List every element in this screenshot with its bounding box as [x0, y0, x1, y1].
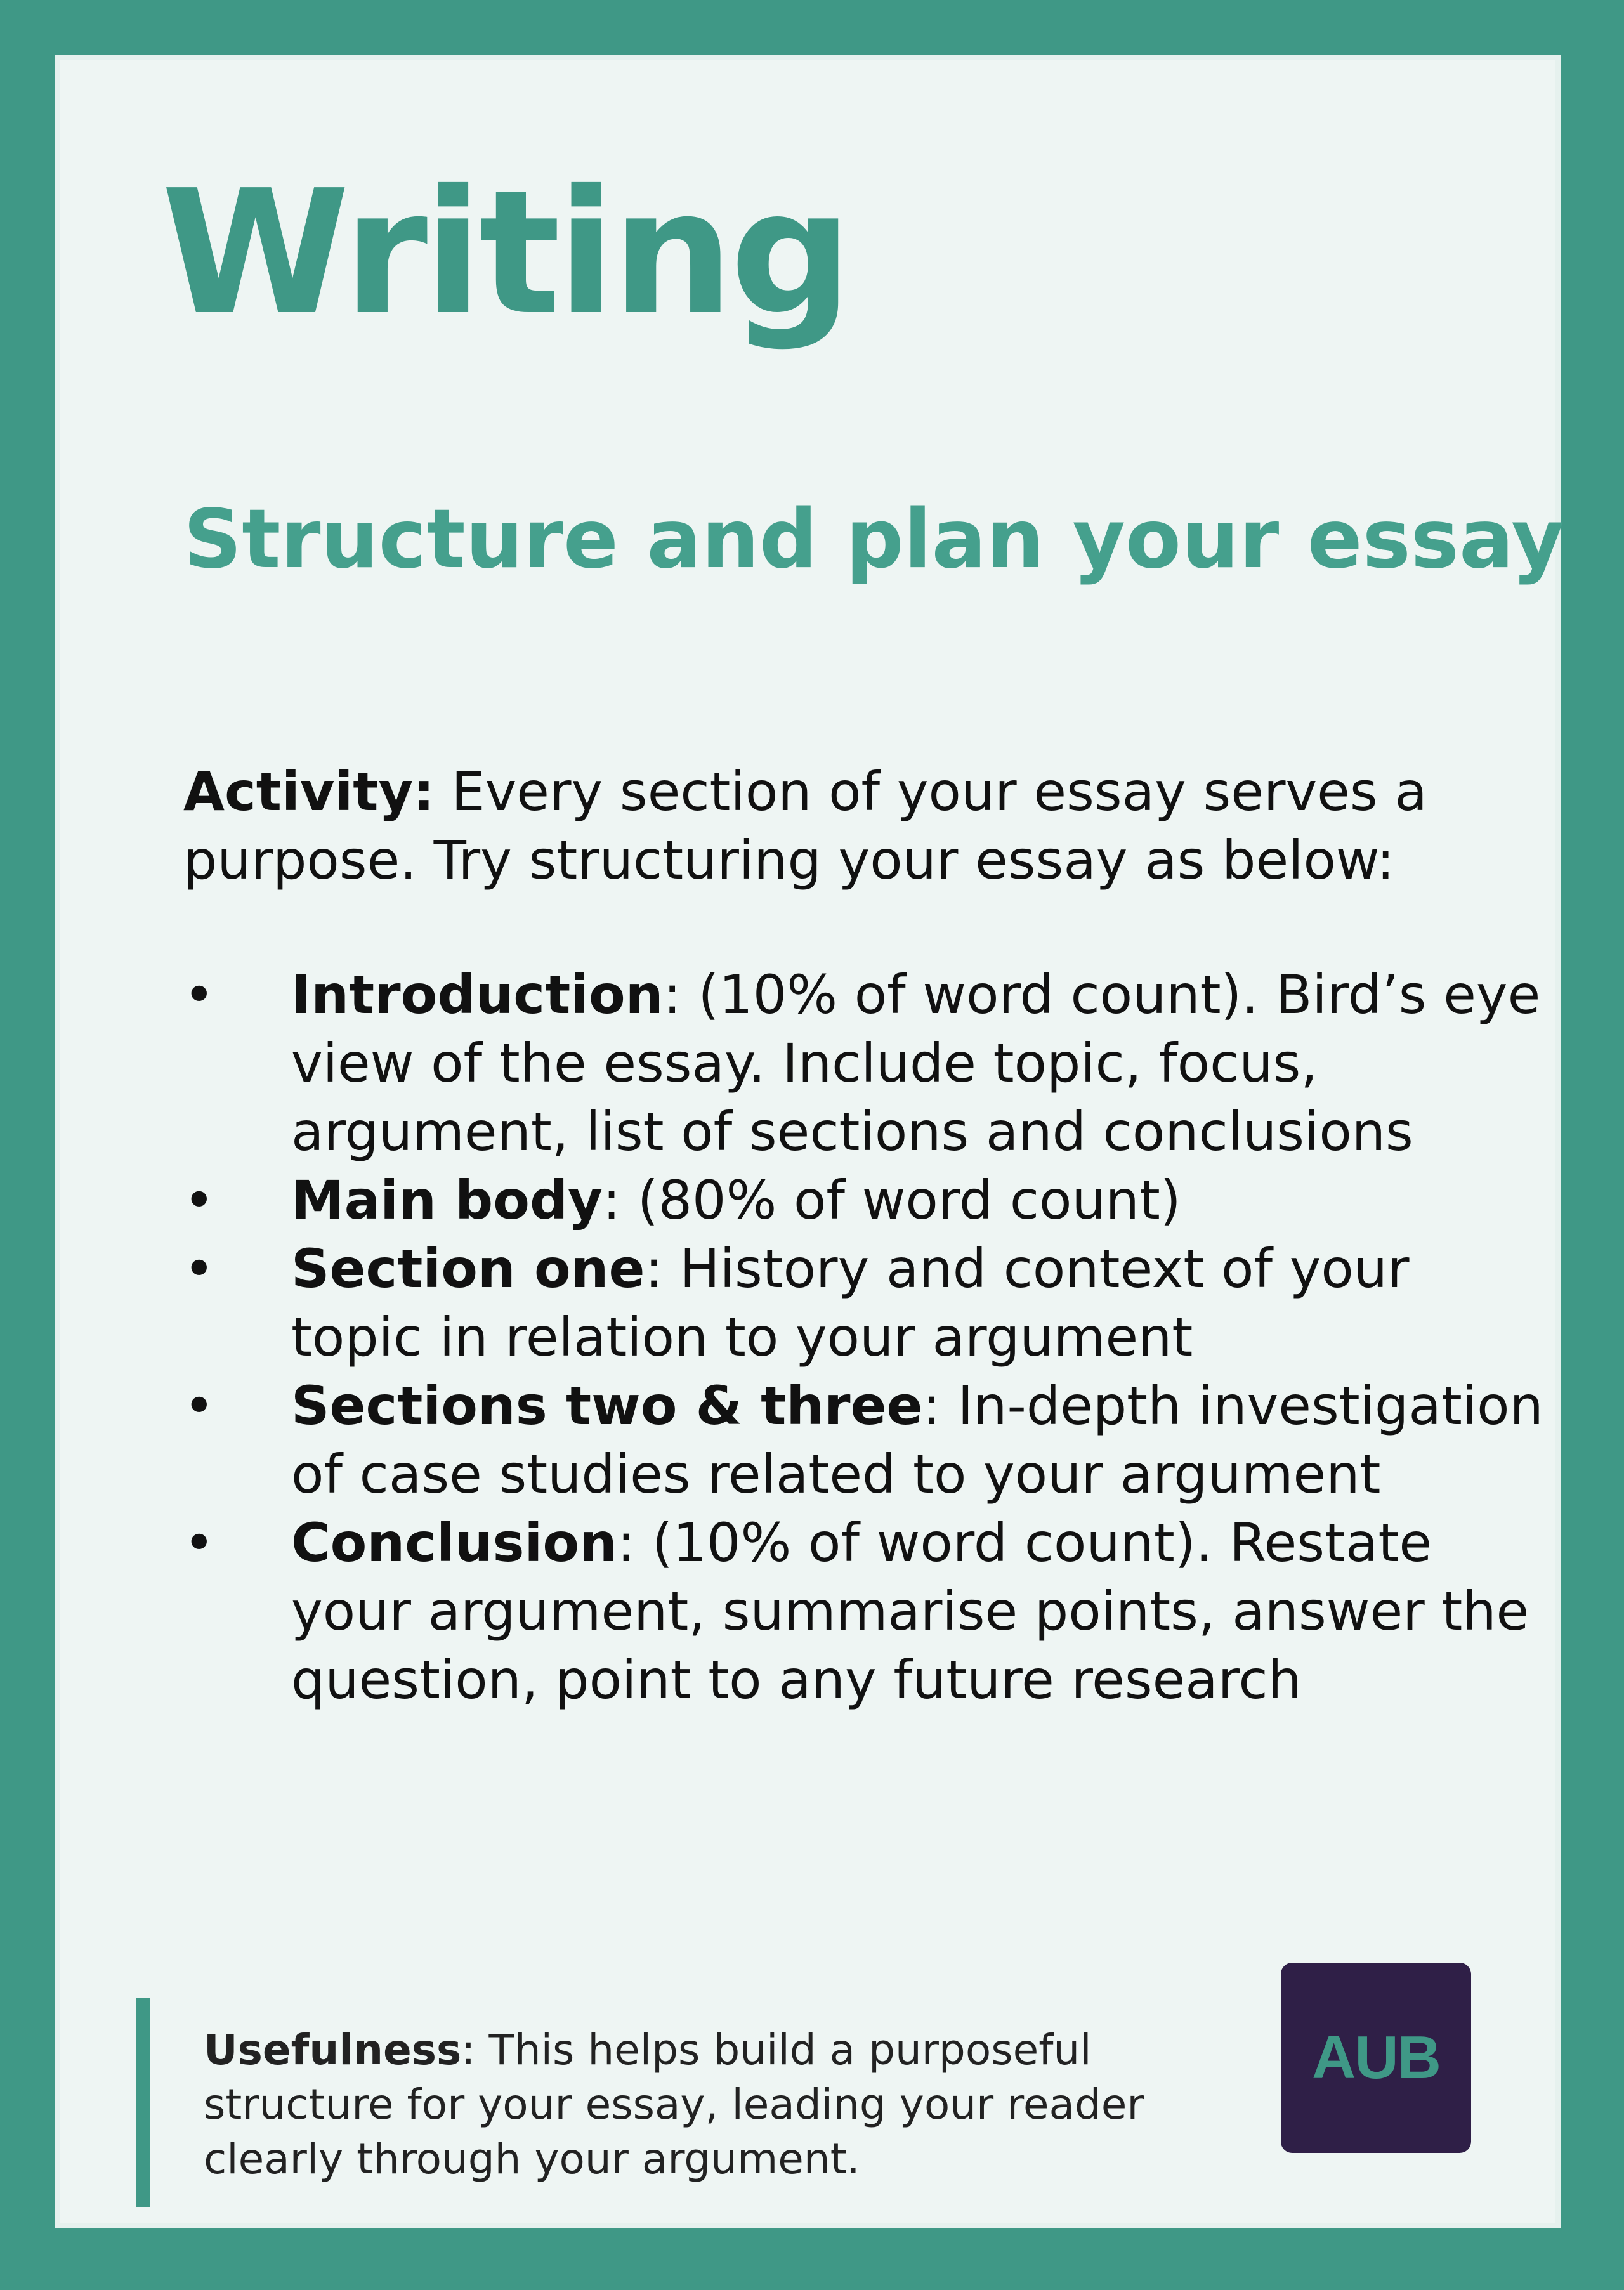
usefulness-callout [136, 1998, 1214, 2207]
item-text: : (10% of word count). Restate your argument, summarise points, answer the question, point to any future research [291, 1512, 1529, 1711]
activity-text: Every section of your essay serves a purpose. Try structuring your essay as below: [183, 761, 1427, 891]
usefulness-paragraph [204, 2023, 1214, 2187]
item-heading: Section one [291, 1238, 645, 1300]
subtitle: Structure and plan your essay [183, 492, 1564, 587]
item-heading: Main body [291, 1169, 603, 1231]
essay-structure-list [183, 960, 1547, 1714]
list-item-section-one [183, 1234, 1547, 1371]
bullet-icon: • [183, 1375, 215, 1437]
bullet-icon: • [183, 1512, 215, 1574]
item-text: : (10% of word count). Bird’s eye view of the essay. Include topic, focus, argument, list of sections and conclusions [291, 964, 1541, 1163]
item-text: : History and context of your topic in relation to your argument [291, 1238, 1410, 1368]
list-item-conclusion [183, 1508, 1547, 1714]
bullet-icon: • [183, 964, 215, 1026]
item-text: : (80% of word count) [602, 1169, 1181, 1231]
page-title: Writing [161, 153, 849, 353]
activity-paragraph [183, 757, 1516, 894]
list-item-sections-two-three [183, 1371, 1547, 1508]
item-heading: Sections two & three [291, 1375, 923, 1437]
info-card [55, 55, 1564, 2228]
activity-label: Activity: [183, 761, 435, 823]
list-item-introduction [183, 960, 1547, 1166]
item-heading: Introduction [291, 964, 664, 1026]
usefulness-text: : This helps build a purposeful structure for your essay, leading your reader clearly through your argument. [204, 2025, 1144, 2183]
bullet-icon: • [183, 1169, 215, 1231]
item-text: : In-depth investigation of case studies related to your argument [291, 1375, 1543, 1505]
item-heading: Conclusion [291, 1512, 617, 1574]
usefulness-label: Usefulness [204, 2025, 462, 2074]
bullet-icon: • [183, 1238, 215, 1300]
list-item-main-body [183, 1166, 1547, 1234]
logo-text: AUB [1312, 2024, 1440, 2091]
aub-logo [1281, 1963, 1471, 2153]
